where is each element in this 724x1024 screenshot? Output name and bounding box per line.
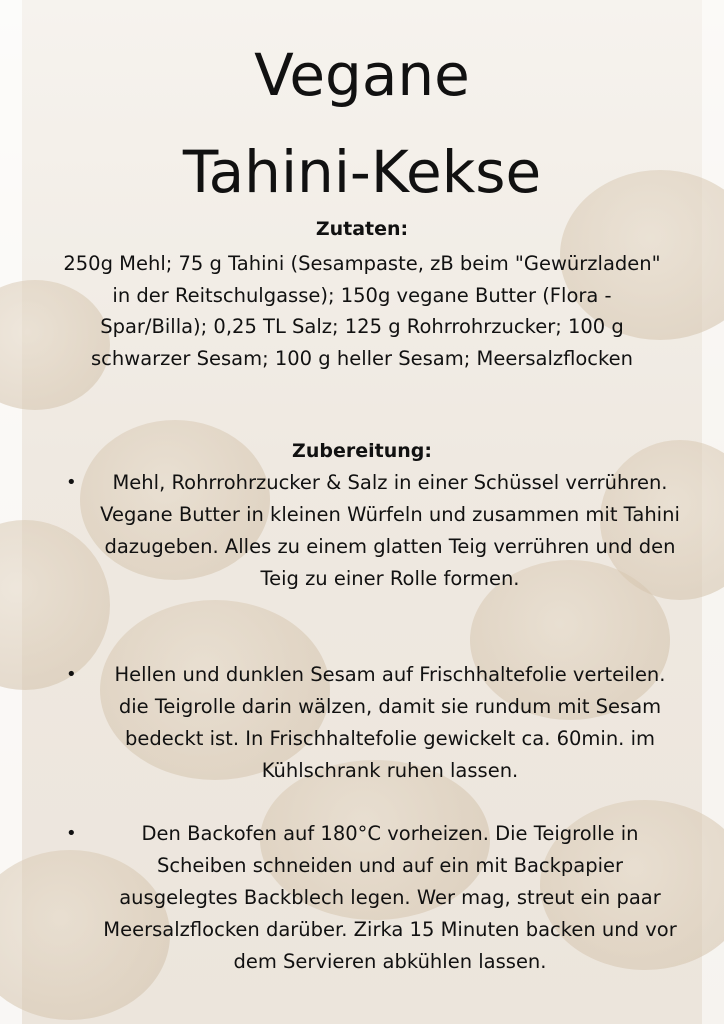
bullet-point: • <box>66 823 77 844</box>
cookie-image <box>0 520 110 690</box>
ingredients-list: 250g Mehl; 75 g Tahini (Sesampaste, zB beim "Gewürzladen" in der Reitschulgasse); 150g vegane Butter (Flora - Spar/Billa); 0,25 TL Salz; 125 g Rohrrohrzucker; 100 g schwarzer Sesam; 100 g heller Sesam; Meersalzflocken <box>63 252 661 370</box>
preparation-heading: Zubereitung: <box>292 440 432 462</box>
preparation-step-3: Den Backofen auf 180°C vorheizen. Die Teigrolle in Scheiben schneiden und auf ein mit Backpapier ausgelegtes Backblech legen. Wer mag, streut ein paar Meersalzflocken darüber. Zirka 15 Minuten backen und vor dem Servieren abkühlen lassen. <box>103 822 677 973</box>
bullet-point: • <box>66 664 77 685</box>
ingredients-heading: Zutaten: <box>315 218 409 240</box>
recipe-title-line-2: Tahini-Kekse <box>182 138 542 206</box>
bullet-point: • <box>66 472 77 493</box>
recipe-title-line-1: Vegane <box>254 41 470 109</box>
preparation-step-1: Mehl, Rohrrohrzucker & Salz in einer Schüssel verrühren. Vegane Butter in kleinen Würfeln und zusammen mit Tahini dazugeben. Alles zu einem glatten Teig verrühren und den Teig zu einer Rolle formen. <box>100 471 680 590</box>
preparation-step-2: Hellen und dunklen Sesam auf Frischhaltefolie verteilen. die Teigrolle darin wälzen, damit sie rundum mit Sesam bedeckt ist. In Frischhaltefolie gewickelt ca. 60min. im Kühlschrank ruhen lassen. <box>114 663 666 782</box>
